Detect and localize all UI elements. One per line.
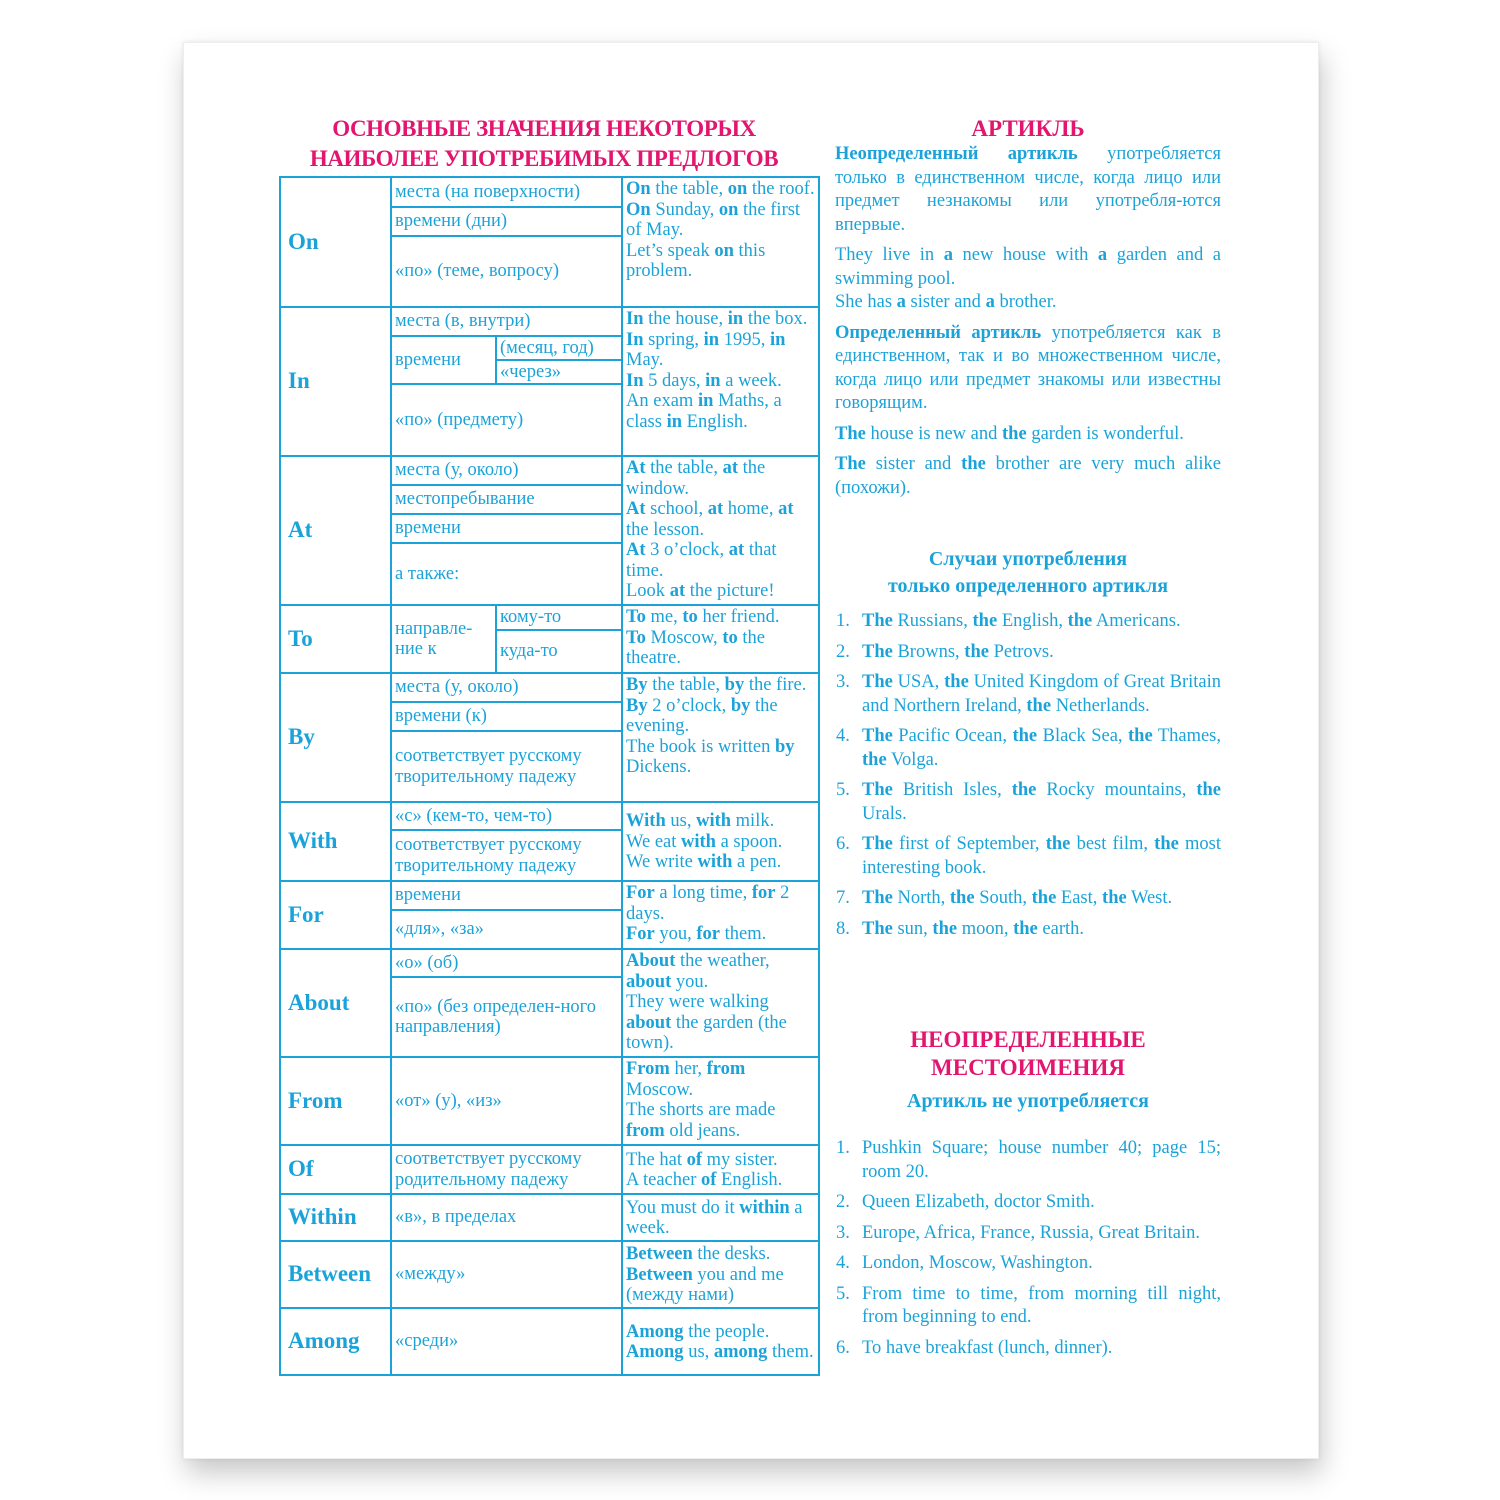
list-item bbox=[835, 887, 1221, 911]
meaning-cell: времени (дни) bbox=[391, 207, 622, 236]
example-cell: By the table, by the fire. By 2 o’clock, by the evening. The book is written by Dickens. bbox=[622, 673, 819, 802]
table-row bbox=[280, 1194, 819, 1241]
article-title: АРТИКЛЬ bbox=[971, 116, 1085, 141]
table-row bbox=[280, 1308, 819, 1375]
list-item-text: The British Isles, the Rocky mountains, the Urals. bbox=[862, 780, 1221, 824]
list-item-number: 6. bbox=[836, 1337, 850, 1358]
preposition-key: From bbox=[280, 1057, 391, 1145]
table-row bbox=[280, 1241, 819, 1308]
definite-article-example-1: The house is new and the garden is wonderful. bbox=[835, 423, 1184, 444]
example-cell: On the table, on the roof. On Sunday, on the first of May. Let’s speak on this problem. bbox=[622, 177, 819, 307]
list-item-text: Europe, Africa, France, Russia, Great Britain. bbox=[862, 1222, 1201, 1243]
list-item-text: Pushkin Square; house number 40; page 15; room 20. bbox=[862, 1138, 1221, 1182]
indefinite-pronouns-section bbox=[835, 1026, 1221, 1367]
preposition-key: At bbox=[280, 456, 391, 605]
meaning-cell: времени (к) bbox=[391, 702, 622, 731]
meaning-cell: «с» (кем-то, чем-то) bbox=[391, 802, 622, 830]
meaning-cell: соответствует русскому творительному падежу bbox=[391, 830, 622, 881]
example-cell: With us, with milk. We eat with a spoon. We write with a pen. bbox=[622, 802, 819, 881]
list-item bbox=[835, 1337, 1221, 1361]
meaning-cell: места (у, около) bbox=[391, 456, 622, 485]
example-cell: At the table, at the window. At school, at home, at the lesson. At 3 o’clock, at that time. Look at the picture! bbox=[622, 456, 819, 605]
preposition-key: With bbox=[280, 802, 391, 881]
list-item-number: 3. bbox=[836, 1222, 850, 1243]
meaning-subcell: кому-то bbox=[496, 605, 622, 630]
list-item bbox=[835, 1283, 1221, 1330]
preposition-key: To bbox=[280, 605, 391, 673]
list-item-number: 1. bbox=[836, 1138, 850, 1158]
meaning-cell: «по» (предмету) bbox=[391, 384, 622, 456]
list-item-text: The Russians, the English, the Americans. bbox=[862, 611, 1181, 631]
preposition-key: On bbox=[280, 177, 391, 307]
list-item bbox=[835, 779, 1221, 826]
list-item-text: To have breakfast (lunch, dinner). bbox=[862, 1337, 1113, 1358]
definite-cases-section bbox=[835, 546, 1221, 948]
example-cell: In the house, in the box. In spring, in 1995, in May. In 5 days, in a week. An exam in Maths, a class in English. bbox=[622, 307, 819, 456]
meaning-cell: «по» (теме, вопросу) bbox=[391, 236, 622, 307]
preposition-key: In bbox=[280, 307, 391, 456]
list-item-number: 4. bbox=[836, 726, 850, 746]
meaning-cell: «от» (у), «из» bbox=[391, 1057, 622, 1145]
table-row bbox=[280, 1057, 819, 1145]
table-row bbox=[280, 456, 819, 485]
list-item bbox=[835, 1222, 1221, 1246]
list-item-number: 5. bbox=[836, 1283, 850, 1304]
meaning-cell: места (на поверхности) bbox=[391, 177, 622, 207]
definite-cases-title-line1: Случаи употребления bbox=[928, 548, 1128, 570]
meaning-cell: «среди» bbox=[391, 1308, 622, 1375]
indefinite-pronouns-title-line2: МЕСТОИМЕНИЯ bbox=[931, 1055, 1125, 1080]
table-row bbox=[280, 605, 819, 630]
meaning-cell: места (в, внутри) bbox=[391, 307, 622, 336]
list-item-number: 4. bbox=[836, 1253, 850, 1273]
meaning-cell: времени bbox=[391, 881, 622, 910]
example-cell: From her, from Moscow. The shorts are made from old jeans. bbox=[622, 1057, 819, 1145]
article-section bbox=[835, 115, 1221, 500]
list-item bbox=[835, 725, 1221, 772]
preposition-key: Within bbox=[280, 1194, 391, 1241]
preposition-key: For bbox=[280, 881, 391, 949]
list-item bbox=[835, 833, 1221, 880]
list-item-number: 2. bbox=[836, 641, 850, 662]
meaning-cell: соответствует русскому родительному падежу bbox=[391, 1145, 622, 1194]
table-row bbox=[280, 307, 819, 336]
list-item-text: The Browns, the Petrovs. bbox=[862, 641, 1054, 662]
list-item-number: 3. bbox=[836, 672, 850, 692]
list-item-text: The sun, the moon, the earth. bbox=[862, 918, 1085, 939]
meaning-subcell: «через» bbox=[496, 360, 622, 384]
list-item bbox=[835, 641, 1221, 665]
list-item-number: 5. bbox=[836, 780, 850, 800]
example-cell: To me, to her friend. To Moscow, to the theatre. bbox=[622, 605, 819, 673]
example-cell: About the weather, about you. They were walking about the garden (the town). bbox=[622, 949, 819, 1057]
meaning-subcell: куда-то bbox=[496, 630, 622, 673]
list-item-number: 8. bbox=[836, 918, 850, 939]
table-row bbox=[280, 673, 819, 702]
no-article-list bbox=[835, 1137, 1221, 1360]
preposition-key: Between bbox=[280, 1241, 391, 1308]
list-item bbox=[835, 1137, 1221, 1184]
table-row bbox=[280, 1145, 819, 1194]
example-cell: Between the desks. Between you and me (между нами) bbox=[622, 1241, 819, 1308]
list-item bbox=[835, 671, 1221, 718]
meaning-subcell: (месяц, год) bbox=[496, 336, 622, 360]
meaning-cell: соответствует русскому творительному падежу bbox=[391, 731, 622, 802]
meaning-cell: времени bbox=[391, 514, 622, 543]
list-item-text: From time to time, from morning till night, from beginning to end. bbox=[862, 1283, 1221, 1327]
prepositions-table bbox=[279, 176, 820, 1376]
list-item bbox=[835, 610, 1221, 634]
definite-article-example-2: The sister and the brother are very much alike (похожи). bbox=[835, 454, 1221, 498]
list-item-number: 1. bbox=[836, 611, 850, 631]
preposition-key: By bbox=[280, 673, 391, 802]
example-cell: You must do it within a week. bbox=[622, 1194, 819, 1241]
example-cell: For a long time, for 2 days. For you, for them. bbox=[622, 881, 819, 949]
list-item-number: 6. bbox=[836, 834, 850, 854]
definite-article-paragraph: Определенный артикль употребляется как в единственном, так и во множественном числе, когда лицо или предмет знакомы или известны говорящим. bbox=[835, 322, 1221, 413]
meaning-cell: места (у, около) bbox=[391, 673, 622, 702]
table-row bbox=[280, 802, 819, 830]
table-row bbox=[280, 881, 819, 910]
indefinite-article-examples: They live in a new house with a garden and a swimming pool. She has a sister and a brother. bbox=[835, 245, 1221, 312]
meaning-cell: «по» (без определен-ного направления) bbox=[391, 977, 622, 1057]
preposition-key: Among bbox=[280, 1308, 391, 1375]
table-row bbox=[280, 177, 819, 207]
list-item bbox=[835, 918, 1221, 942]
no-article-subtitle: Артикль не употребляется bbox=[907, 1090, 1149, 1112]
list-item-text: The Pacific Ocean, the Black Sea, the Thames, the Volga. bbox=[862, 726, 1222, 770]
meaning-cell: времени bbox=[391, 336, 496, 384]
meaning-cell: «для», «за» bbox=[391, 910, 622, 949]
preposition-key: Of bbox=[280, 1145, 391, 1194]
meaning-cell: а также: bbox=[391, 543, 622, 605]
meaning-cell: «в», в пределах bbox=[391, 1194, 622, 1241]
preposition-key: About bbox=[280, 949, 391, 1057]
definite-cases-title-line2: только определенного артикля bbox=[887, 575, 1169, 597]
indefinite-pronouns-title-line1: НЕОПРЕДЕЛЕННЫЕ bbox=[910, 1027, 1146, 1052]
prepositions-title-line2: НАИБОЛЕЕ УПОТРЕБИМЫХ ПРЕДЛОГОВ bbox=[309, 146, 779, 171]
definite-cases-list bbox=[835, 610, 1221, 941]
list-item-number: 7. bbox=[836, 888, 850, 908]
list-item-text: London, Moscow, Washington. bbox=[862, 1253, 1093, 1273]
list-item-text: Queen Elizabeth, doctor Smith. bbox=[862, 1192, 1095, 1212]
meaning-cell: «о» (об) bbox=[391, 949, 622, 977]
prepositions-title-line1: ОСНОВНЫЕ ЗНАЧЕНИЯ НЕКОТОРЫХ bbox=[332, 116, 756, 141]
indefinite-article-paragraph: Неопределенный артикль употребляется только в единственном числе, когда лицо или предмет незнакомы или употребля-ются впервые. bbox=[835, 144, 1221, 235]
list-item-text: The first of September, the best film, the most interesting book. bbox=[862, 834, 1221, 878]
example-cell: Among the people. Among us, among them. bbox=[622, 1308, 819, 1375]
list-item-number: 2. bbox=[836, 1192, 850, 1212]
list-item bbox=[835, 1191, 1221, 1215]
meaning-cell: «между» bbox=[391, 1241, 622, 1308]
list-item-text: The North, the South, the East, the West. bbox=[862, 888, 1173, 908]
table-row bbox=[280, 949, 819, 977]
list-item bbox=[835, 1252, 1221, 1276]
prepositions-title bbox=[270, 114, 818, 174]
meaning-cell: направле-ние к bbox=[391, 605, 496, 673]
list-item-text: The USA, the United Kingdom of Great Britain and Northern Ireland, the Netherlands. bbox=[862, 672, 1221, 716]
example-cell: The hat of my sister. A teacher of English. bbox=[622, 1145, 819, 1194]
meaning-cell: местопребывание bbox=[391, 485, 622, 514]
